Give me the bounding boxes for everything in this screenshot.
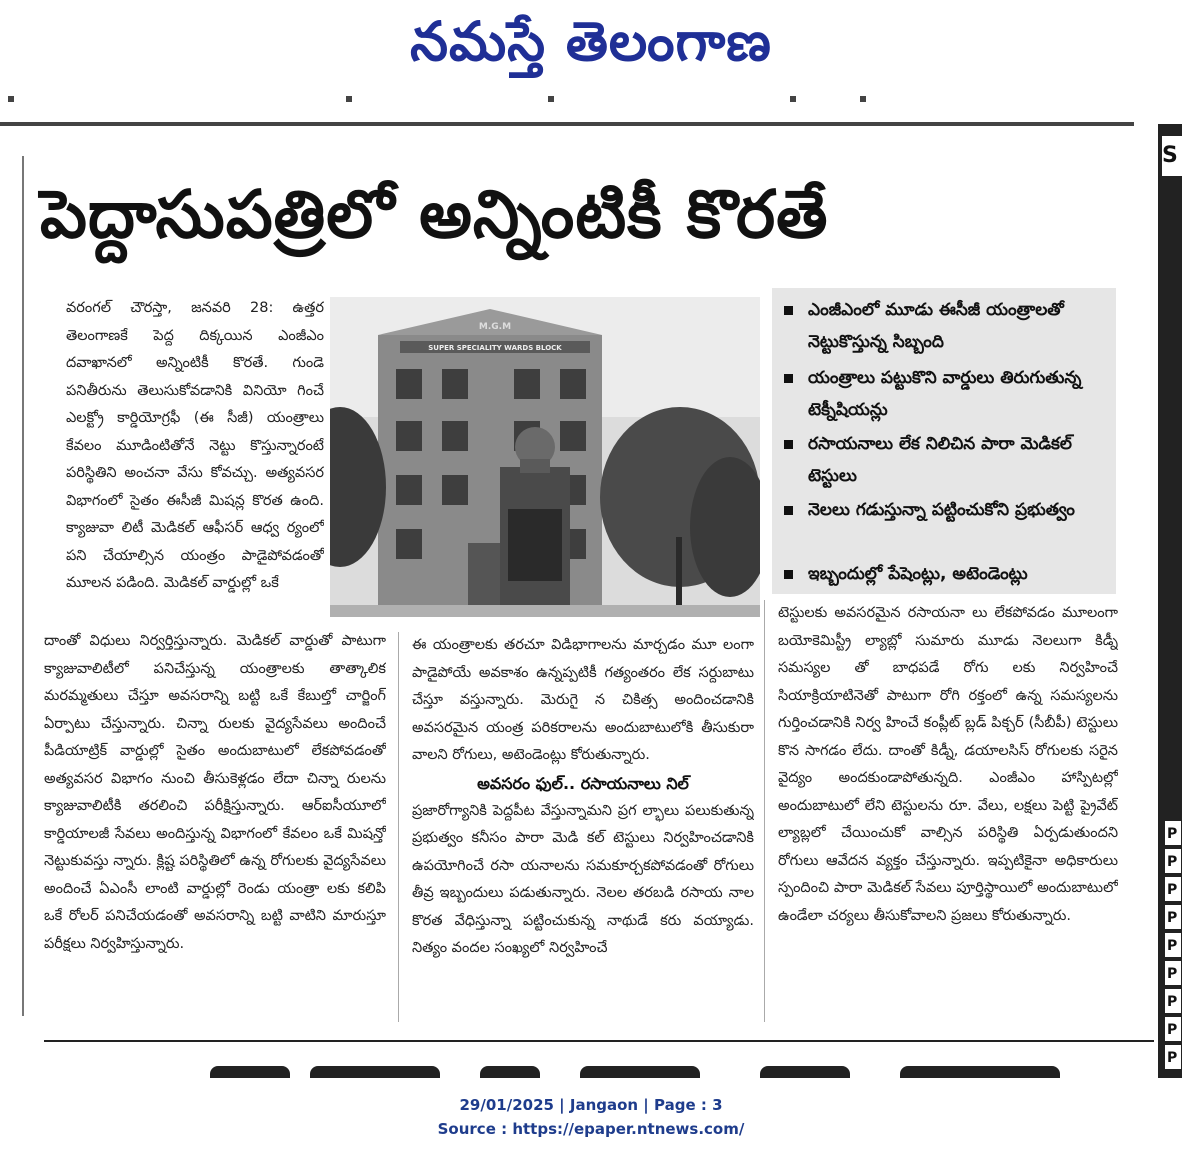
side-tab: P bbox=[1164, 876, 1182, 902]
column-divider bbox=[764, 600, 765, 1022]
bullet-square-icon bbox=[784, 440, 793, 449]
masthead bbox=[0, 0, 1182, 92]
paragraph: ఈ యంత్రాలకు తరచూ విడిభాగాలను మార్చడం మూ లంగా పాడైపోయే అవకాశం ఉన్నప్పటికీ గత్యంతరం లేక సర్దుబాటు చేస్తూ వస్తున్నారు. మెరుగై న చికిత్స అందించడానికి అవసరమైన యంత్ర పరికరాలను అందుబాటులోకి తీసుకురా వాలని రోగులు, అటెండెంట్లు కోరుతున్నారు. bbox=[412, 637, 754, 763]
article-column-1-top bbox=[66, 295, 324, 625]
newspaper-logo: నమస్తే తెలంగాణ bbox=[410, 10, 772, 73]
side-tab: P bbox=[1164, 932, 1182, 958]
side-tab: P bbox=[1164, 960, 1182, 986]
article-column-2 bbox=[412, 632, 754, 1024]
bullet-square-icon bbox=[784, 306, 793, 315]
highlights-box bbox=[772, 288, 1116, 594]
article-column-3 bbox=[778, 600, 1118, 1024]
article-column-1-bottom bbox=[44, 628, 386, 1026]
hospital-photo bbox=[330, 297, 760, 617]
side-tab: P bbox=[1164, 1044, 1182, 1070]
side-strip-letter: S bbox=[1162, 136, 1182, 176]
side-tab: P bbox=[1164, 904, 1182, 930]
paragraph: టెస్టులకు అవసరమైన రసాయనా లు లేకపోవడం మూలంగా బయోకెమిస్ట్రీ ల్యాబ్లో సుమారు మూడు నెలలుగా కిడ్నీ సమస్యల తో బాధపడే రోగు లకు నిర్వహించే సియాక్రియాటినెతో పాటుగా రోగి రక్తంలో ఉన్న సమస్యలను గుర్తించడానికి నిర్వ హించే కంప్లీట్ బ్లడ్ పిక్చర్ (సీబీపీ) టెస్టులు కొన సాగడం లేదు. దాంతో కిడ్నీ, డయాలసిస్ రోగులకు సరైన వైద్యం అందకుండాపోతున్నది. ఎంజీఎం హాస్పిటల్లో అందుబాటులో లేని టెస్టులను రూ. వేలు, లక్షలు పెట్టి ప్రైవేట్ ల్యాబ్లలో చేయించుకో వాల్సిన పరిస్థితి ఏర్పడుతుందని రోగులు ఆవేదన వ్యక్తం చేస్తున్నారు. ఇప్పటికైనా అధికారులు స్పందించి పారా మెడికల్ సేవలు పూర్తిస్థాయిలో అందుబాటులో ఉండేలా చర్యలు తీసుకోవాలని ప్రజలు కోరుతున్నారు. bbox=[778, 605, 1118, 924]
side-tab: P bbox=[1164, 988, 1182, 1014]
highlight-item: రసాయనాలు లేక నిలిచిన పారా మెడికల్ టెస్టులు bbox=[782, 428, 1112, 492]
column-divider bbox=[398, 632, 399, 1022]
section-subheading: అవసరం ఫుల్.. రసాయనాలు నిల్ bbox=[477, 773, 689, 793]
highlight-item: ఇబ్బందుల్లో పేషెంట్లు, అటెండెంట్లు bbox=[782, 558, 1112, 590]
paragraph: వరంగల్ చౌరస్తా, జనవరి 28: ఉత్తర తెలంగాణకే పెద్ద దిక్కయిన ఎంజీఎం దవాఖానలో అన్నింటికీ కొరతే. గుండె పనితీరును తెలుసుకోవడానికి వినియో గించే ఎలక్ట్రో కార్డియోగ్రఫీ (ఈ సీజీ) యంత్రాలు కేవలం మూడింటితోనే నెట్టు కొస్తున్నారంటే పరిస్థితిని అంచనా వేసు కోవచ్చు. అత్యవసర విభాగంలో సైతం ఈసీజీ మిషన్ల కొరత ఉంది. క్యాజువా లిటీ మెడికల్ ఆఫీసర్ ఆధ్వ ర్యంలో పని చేయాల్సిన యంత్రం పాడైపోవడంతో మూలన పడింది. మెడికల్ వార్డుల్లో ఒకే bbox=[66, 300, 324, 591]
next-article-heading-cropped bbox=[200, 1062, 1100, 1078]
top-ticker-strip bbox=[0, 94, 1140, 106]
building-sign: SUPER SPECIALITY WARDS BLOCK bbox=[428, 344, 562, 352]
top-rule bbox=[0, 122, 1134, 126]
footer-source: Source : https://epaper.ntnews.com/ bbox=[437, 1120, 745, 1138]
paragraph: ప్రజారోగ్యానికి పెద్దపీట వేస్తున్నామని ప్రగ ల్భాలు పలుకుతున్న ప్రభుత్వం కనీసం పారా మెడి కల్ టెస్టులు నిర్వహించడానికి ఉపయోగించే రసా యనాలను సమకూర్చకపోవడంతో రోగులు తీవ్ర ఇబ్బందులు పడుతున్నారు. నెలల తరబడి రసాయ నాల కొరత వేధిస్తున్నా పట్టించుకున్న నాథుడే కరు వయ్యాడు. నిత్యం వందల సంఖ్యలో నిర్వహించే bbox=[412, 802, 754, 956]
bullet-square-icon bbox=[784, 506, 793, 515]
highlight-item: నెలలు గడుస్తున్నా పట్టించుకోని ప్రభుత్వం bbox=[782, 494, 1112, 526]
side-tab: P bbox=[1164, 848, 1182, 874]
highlight-item: ఎంజీఎంలో మూడు ఈసీజీ యంత్రాలతో నెట్టుకొస్తున్న సిబ్బంది bbox=[782, 294, 1112, 358]
page-footer bbox=[0, 1093, 1182, 1141]
side-tab: P bbox=[1164, 820, 1182, 846]
building-sign-top: M.G.M bbox=[478, 322, 512, 332]
side-tab: P bbox=[1164, 1016, 1182, 1042]
paragraph: దాంతో విధులు నిర్వర్తిస్తున్నారు. మెడికల్ వార్డుతో పాటుగా క్యాజువాలిటీలో పనిచేస్తున్న యంత్రాలకు తాత్కాలిక మరమ్మతులు చేస్తూ అవసరాన్ని బట్టి ఒకే కేబుల్తో చార్జింగ్ ఏర్పాటు చేస్తున్నారు. చిన్నా రులకు వైద్యసేవలు అందించే పీడియాట్రిక్ వార్డుల్లో సైతం అందుబాటులో లేకపోవడంతో అత్యవసర విభాగం నుంచి తీసుకెళ్లడం లేదా చిన్నా రులను క్యాజువాలిటీకి తరలించి పరీక్షిస్తున్నారు. ఆర్ఐసీయూలో కార్డియాలజీ సేవలు అందిస్తున్న విభాగంలో కేవలం ఒకే మిషన్తో నెట్టుకువస్తు న్నారు. క్లిష్ట పరిస్థితిలో ఉన్న రోగులకు వైద్యసేవలు అందించే ఏఎంసీ లాంటి వార్డుల్లో రెండు యంత్రా లకు కలిపి ఒకే రోలర్ పనిచేయడంతో అవసరాన్ని బట్టి వాటిని మారుస్తూ పరీక్షలు నిర్వహిస్తున్నారు. bbox=[44, 633, 386, 952]
article-headline: పెద్దాసుపత్రిలో అన్నింటికీ కొరతే bbox=[40, 176, 829, 253]
left-rule bbox=[22, 156, 24, 1016]
adjacent-article-strip bbox=[1158, 124, 1182, 1078]
bullet-square-icon bbox=[784, 374, 793, 383]
bullet-square-icon bbox=[784, 570, 793, 579]
bottom-rule bbox=[44, 1040, 1154, 1042]
highlight-item: యంత్రాలు పట్టుకొని వార్డులు తిరుగుతున్న టెక్నీషియన్లు bbox=[782, 362, 1112, 426]
footer-date-edition: 29/01/2025 | Jangaon | Page : 3 bbox=[459, 1096, 723, 1114]
